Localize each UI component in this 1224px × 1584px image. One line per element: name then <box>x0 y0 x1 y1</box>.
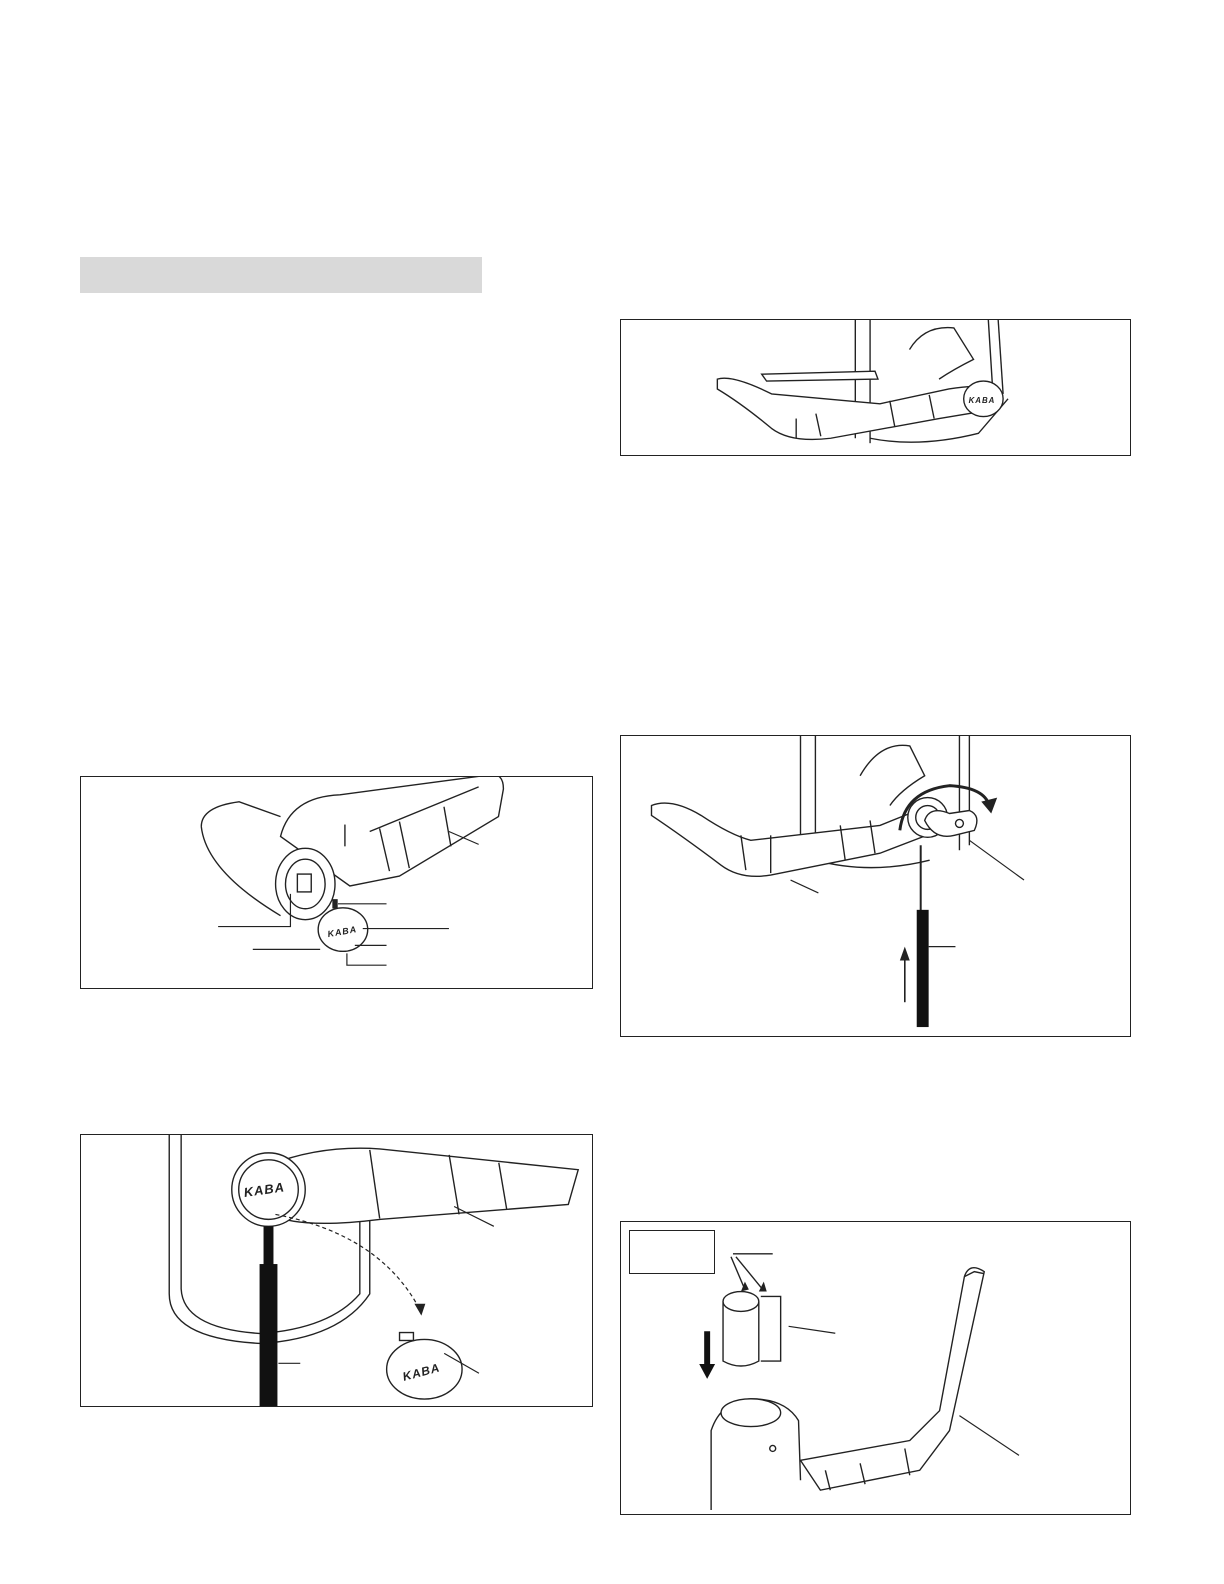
svg-text:KABA: KABA <box>968 395 996 405</box>
svg-text:KABA: KABA <box>326 924 358 940</box>
key-turn-pin-illustration <box>621 736 1130 1036</box>
lever-cap-parts-illustration <box>81 777 592 988</box>
figure-cylinder-removal <box>620 1221 1131 1515</box>
cap-removal-illustration <box>81 1135 592 1406</box>
svg-text:KABA: KABA <box>242 1179 286 1200</box>
svg-text:KABA: KABA <box>400 1360 442 1384</box>
cylinder-removal-illustration <box>621 1222 1130 1514</box>
figure-lever-cap-parts <box>80 776 593 989</box>
figure-cap-removal <box>80 1134 593 1407</box>
figure-key-turn-pin <box>620 735 1131 1037</box>
figure-lever-top-view <box>620 319 1131 456</box>
section-heading-bar <box>80 257 482 293</box>
lever-top-view-illustration <box>621 320 1130 455</box>
